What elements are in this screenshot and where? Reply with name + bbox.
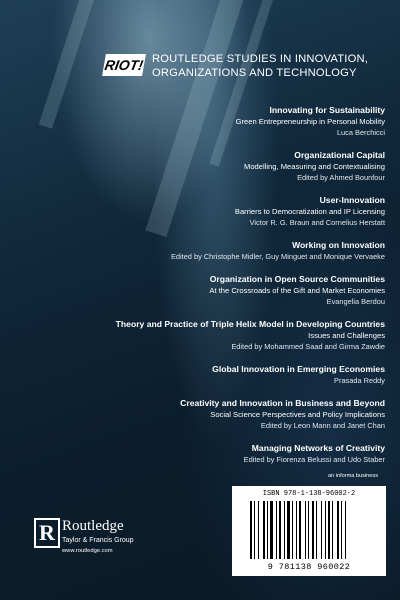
publisher-logo [34, 518, 154, 568]
barcode-bar [299, 501, 301, 559]
book-title: User-Innovation [319, 195, 385, 205]
book-author: Edited by Ahmed Bounfour [297, 173, 385, 182]
book-entry [80, 273, 385, 307]
barcode [232, 486, 386, 576]
book-entry [80, 194, 385, 228]
book-entry [80, 239, 385, 262]
book-subtitle: At the Crossroads of the Gift and Market Economies [209, 286, 385, 295]
barcode-bar [292, 501, 293, 559]
book-entry [80, 397, 385, 431]
barcode-bar [341, 501, 342, 559]
book-title: Managing Networks of Creativity [251, 443, 385, 453]
barcode-bar [279, 501, 281, 559]
barcode-bar [267, 501, 268, 559]
book-title: Working on Innovation [292, 240, 385, 250]
publisher-url: www.routledge.com [62, 548, 113, 554]
barcode-bar [332, 501, 333, 559]
book-author: Luca Berchicci [336, 128, 385, 137]
book-subtitle: Barriers to Democratization and IP Licensing [234, 207, 385, 216]
series-title-line2: ORGANIZATIONS AND TECHNOLOGY [152, 67, 357, 79]
publisher-name: Routledge [62, 518, 124, 534]
barcode-bar [254, 501, 255, 559]
barcode-bar [305, 501, 306, 559]
book-title: Organization in Open Source Communities [209, 274, 385, 284]
book-entry [80, 104, 385, 138]
barcode-bar [250, 501, 252, 559]
barcode-bar [316, 501, 317, 559]
routledge-r-icon: R [34, 518, 60, 548]
book-title: Global Innovation in Emerging Economies [212, 364, 385, 374]
book-subtitle: Modelling, Measuring and Contextualising [244, 162, 385, 171]
series-title [152, 52, 368, 80]
barcode-bar [258, 501, 259, 559]
book-author: Edited by Mohammed Saad and Girma Zawdie [231, 342, 385, 351]
book-author: Edited by Fiorenza Belussi and Udo Staber [243, 455, 385, 464]
barcode-bar [263, 501, 265, 559]
isbn-label: ISBN 978-1-138-96002-2 [262, 490, 356, 498]
book-author: Victor R. G. Braun and Cornelius Herstatt [249, 218, 385, 227]
book-author: Edited by Christophe Midler, Guy Minguet and Monique Vervaeke [170, 252, 385, 261]
barcode-bar [287, 501, 290, 559]
barcode-bar [337, 501, 339, 559]
barcode-bar [328, 501, 330, 559]
book-author: Evangelia Berdou [326, 297, 385, 306]
book-subtitle: Issues and Challenges [308, 331, 385, 340]
book-title: Organizational Capital [294, 150, 385, 160]
book-subtitle: Social Science Perspectives and Policy Implications [210, 410, 385, 419]
book-entry [80, 318, 385, 352]
book-entry [80, 363, 385, 386]
barcode-bar [270, 501, 273, 559]
informa-tagline: an informa business [327, 473, 378, 479]
riot-logo: RIOT! [102, 54, 146, 76]
barcode-bar [284, 501, 285, 559]
barcode-bar [296, 501, 297, 559]
book-title: Theory and Practice of Triple Helix Model in Developing Countries [115, 319, 385, 329]
book-author: Prasada Reddy [334, 376, 385, 385]
barcode-bar [312, 501, 314, 559]
ean-digits: 9 781138 960022 [267, 562, 351, 572]
publisher-group: Taylor & Francis Group [62, 537, 134, 544]
barcode-bar [345, 501, 346, 559]
book-list [80, 104, 385, 476]
barcode-bar [308, 501, 309, 559]
book-title: Creativity and Innovation in Business and Beyond [180, 398, 385, 408]
barcode-bar [325, 501, 326, 559]
book-subtitle: Green Entrepreneurship in Personal Mobility [235, 117, 385, 126]
barcode-bar [276, 501, 277, 559]
barcode-bar [321, 501, 322, 559]
book-entry [80, 149, 385, 183]
barcode-bars [250, 501, 372, 559]
book-entry [80, 442, 385, 465]
book-author: Edited by Leon Mann and Janet Chan [260, 421, 385, 430]
book-title: Innovating for Sustainability [269, 105, 385, 115]
series-title-line1: ROUTLEDGE STUDIES IN INNOVATION, [152, 53, 369, 65]
